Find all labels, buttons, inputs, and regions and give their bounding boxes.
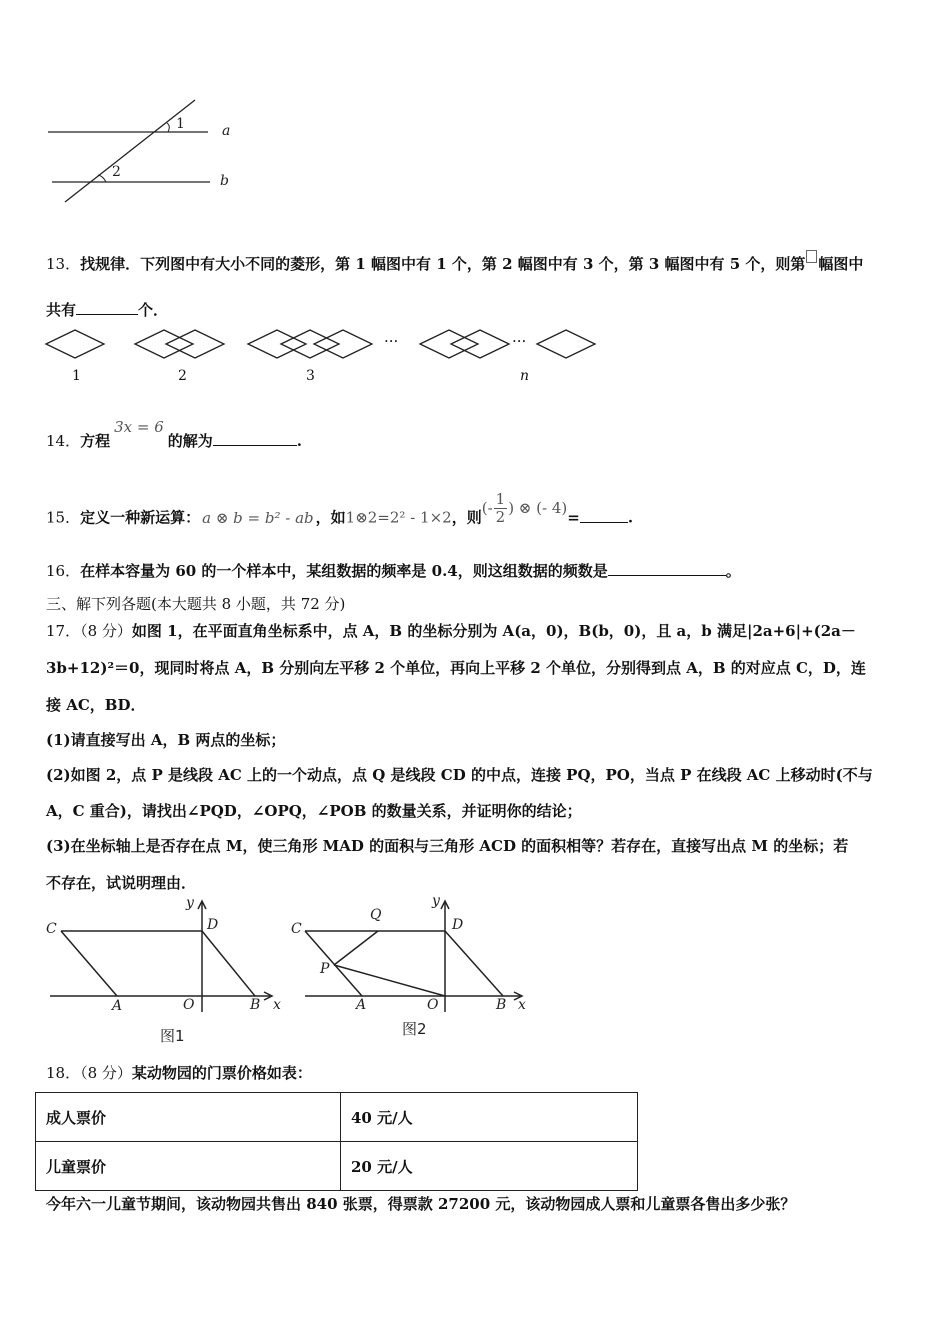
rhombus [248, 330, 306, 358]
rhombus [46, 330, 104, 358]
point-q-label: Q [370, 907, 382, 923]
question-17-part2: (2)如图 2，点 P 是线段 AC 上的一个动点，点 Q 是线段 CD 的中点，连接 PQ，PO，当点 P 在线段 AC 上移动时(不与 [46, 766, 873, 784]
operation-definition: a ⊗ b = b² - ab [202, 508, 314, 527]
figure-label-3: 3 [306, 368, 315, 384]
operation-example: 1⊗2=2² - 1×2 [345, 508, 452, 527]
segment-bd [445, 931, 503, 996]
point-o-label: O [183, 997, 195, 1013]
question-number: 13． [46, 255, 81, 273]
expr-left: (- [481, 498, 493, 517]
table-cell: 成人票价 [36, 1093, 341, 1142]
parallel-lines-figure [40, 95, 250, 210]
ellipsis: ··· [512, 332, 527, 350]
ellipsis: ··· [384, 332, 399, 350]
angle-2-arc [98, 175, 106, 182]
figure-label-1: 1 [72, 368, 81, 384]
question-18-body: 今年六一儿童节期间，该动物园共售出 840 张票，得票款 27200 元，该动物园成人票和儿童票各售出多少张？ [46, 1195, 796, 1213]
missing-glyph-box [806, 250, 817, 263]
x-axis-label: x [273, 997, 281, 1013]
fraction: $\frac{1}{2}$ [495, 490, 506, 526]
rhombus [537, 330, 595, 358]
y-axis-label: y [432, 893, 440, 909]
question-18: 18．（8 分）某动物园的门票价格如表： [46, 1064, 312, 1082]
angle-1-arc [167, 123, 169, 132]
rhombus [166, 330, 224, 358]
question-15: 15．定义一种新运算： a ⊗ b = b² - ab ，如1⊗2=2² - 1×2，则(- $\frac{1}{2}$ ) ⊗ (- 4)= . [46, 490, 634, 527]
expr-right: ) ⊗ (- 4) [508, 498, 568, 517]
figure-1-caption: 图1 [160, 1027, 185, 1045]
answer-blank [608, 561, 726, 576]
rhombus [451, 330, 509, 358]
segment-ac [61, 931, 117, 996]
rhombus [135, 330, 193, 358]
question-17-part3: (3)在坐标轴上是否存在点 M，使三角形 MAD 的面积与三角形 ACD 的面积相等？若存在，直接写出点 M 的坐标；若 [46, 837, 849, 855]
question-14: 14．方程3x = 6的解为 . [46, 418, 303, 450]
angle-1-label: 1 [176, 116, 185, 132]
rhombus [281, 330, 339, 358]
figure-2-caption: 图2 [402, 1020, 427, 1038]
question-17-part1: (1)请直接写出 A，B 两点的坐标； [46, 731, 286, 749]
segment-ac [305, 931, 362, 996]
point-a-label: A [112, 998, 123, 1014]
question-13: 13．找规律．下列图中有大小不同的菱形，第 1 幅图中有 1 个，第 2 幅图中有 3 个，第 3 幅图中有 5 个，则第 幅图中 [46, 250, 863, 274]
question-17-line2: 3b+12)²＝0，现同时将点 A，B 分别向左平移 2 个单位，再向上平移 2 个单位，分别得到点 A，B 的对应点 C，D，连 [46, 659, 866, 677]
question-16: 16．在样本容量为 60 的一个样本中，某组数据的频率是 0.4，则这组数据的频数是 。 [46, 562, 741, 580]
section-title: 三、解下列各题(本大题共 8 小题，共 72 分) [46, 595, 346, 613]
x-axis-label: x [518, 997, 526, 1013]
point-a-label: A [356, 997, 367, 1013]
rhombus [420, 330, 478, 358]
answer-blank [213, 431, 297, 446]
ticket-price-table [35, 1092, 638, 1191]
equation: 3x = 6 [114, 418, 164, 436]
question-17-part3-cont: 不存在，试说明理由． [46, 874, 197, 892]
y-axis-label: y [186, 895, 194, 911]
line-a-label: a [222, 123, 231, 139]
table-cell: 40 元/人 [341, 1093, 638, 1142]
segment-bd [202, 931, 255, 996]
angle-2-label: 2 [112, 164, 121, 180]
line-b-label: b [220, 173, 229, 189]
question-17: 17．（8 分）如图 1，在平面直角坐标系中，点 A，B 的坐标分别为 A(a，0)，B(b，0)，且 a，b 满足|2a+6|+(2a－ [46, 622, 856, 640]
table-row [36, 1142, 638, 1191]
point-c-label: C [46, 921, 57, 937]
table-cell: 20 元/人 [341, 1142, 638, 1191]
table-row [36, 1093, 638, 1142]
table-cell: 儿童票价 [36, 1142, 341, 1191]
question-13-line2: 共有 个． [46, 301, 169, 319]
question-17-part2-cont: A，C 重合)，请找出∠PQD，∠OPQ，∠POB 的数量关系，并证明你的结论； [46, 802, 582, 820]
point-b-label: B [250, 997, 261, 1013]
point-p-label: P [320, 961, 330, 977]
point-c-label: C [291, 921, 302, 937]
point-d-label: D [452, 917, 464, 933]
segment-po [334, 965, 445, 996]
question-17-line3: 接 AC，BD． [46, 696, 146, 714]
answer-blank [580, 508, 628, 523]
answer-blank [76, 300, 138, 315]
point-o-label: O [427, 997, 439, 1013]
point-d-label: D [207, 917, 219, 933]
figure-label-n: n [520, 368, 530, 384]
figure-label-2: 2 [178, 368, 187, 384]
segment-pq [334, 931, 378, 965]
rhombus [314, 330, 372, 358]
point-b-label: B [496, 997, 507, 1013]
